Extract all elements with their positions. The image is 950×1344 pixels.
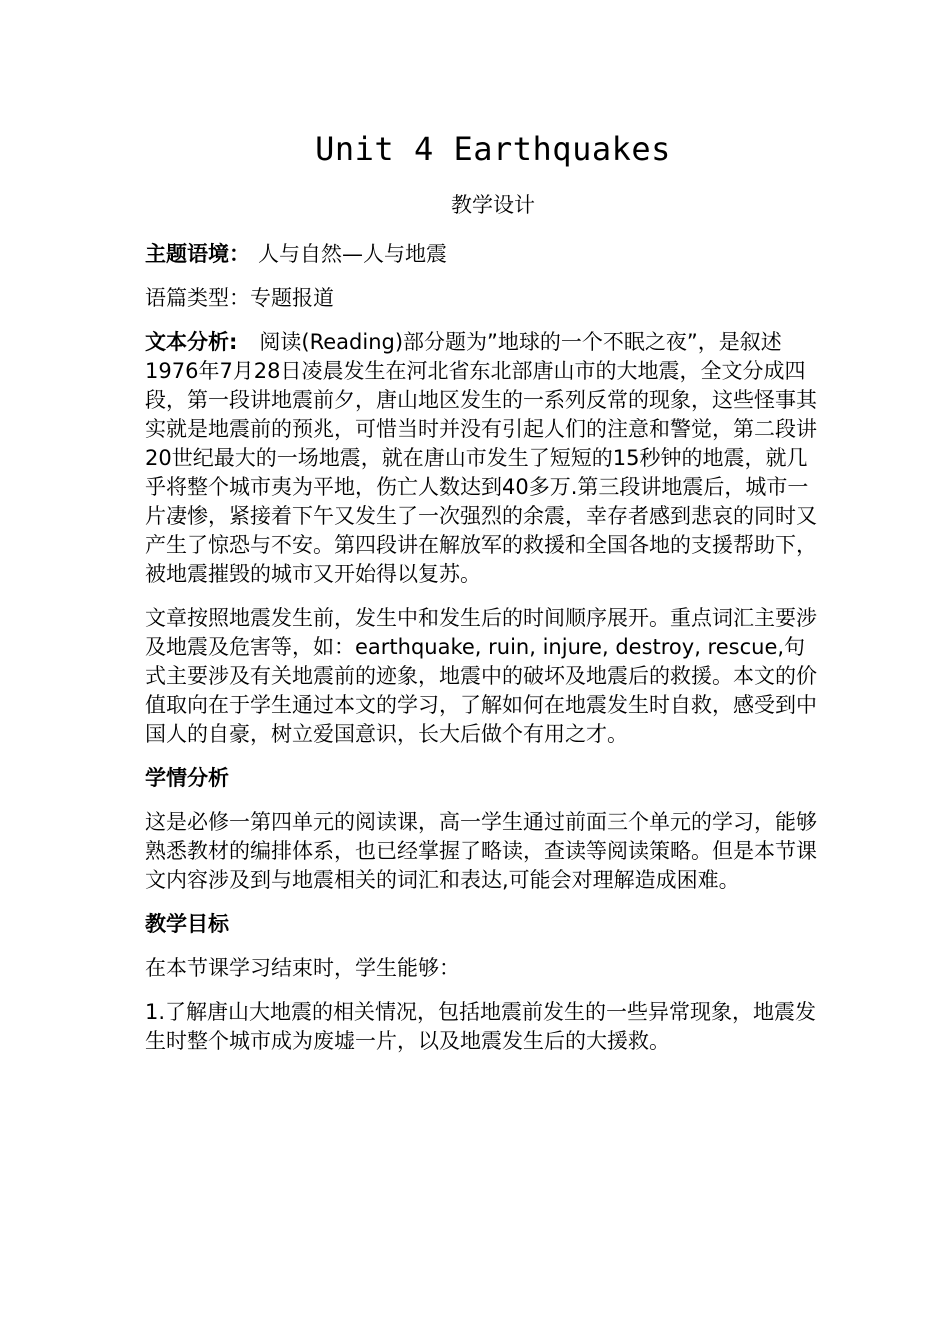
objectives-heading: 教学目标 <box>145 912 229 936</box>
document-body <box>145 240 825 1071</box>
genre-line <box>145 284 825 313</box>
text-analysis-text: 阅读(Reading)部分题为”地球的一个不眠之夜”，是叙述1976年7月28日凌晨发生在河北省东北部唐山市的大地震，全文分成四段，第一段讲地震前夕，唐山地区发生的一系列反常的现象，这些怪事其实就是地震前的预兆，可惜当时并没有引起人们的注意和警觉，第二段讲20世纪最大的一场地震，就在唐山市发生了短短的15秒钟的地震，就几乎将整个城市夷为平地，伤亡人数达到40多万.第三段讲地震后，城市一片凄惨，紧接着下午又发生了一次强烈的余震，幸存者感到悲哀的同时又产生了惊恐与不安。第四段讲在解放军的救援和全国各地的支援帮助下，被地震摧毁的城市又开始得以复苏。 <box>145 330 817 586</box>
text-analysis-paragraph <box>145 328 825 589</box>
objective-item-1: 1.了解唐山大地震的相关情况，包括地震前发生的一些异常现象，地震发生时整个城市成为废墟一片，以及地震发生后的大援救。 <box>145 1000 817 1053</box>
genre-value: 专题报道 <box>250 286 334 310</box>
learner-analysis-heading: 学情分析 <box>145 766 229 790</box>
learner-analysis-text: 这是必修一第四单元的阅读课，高一学生通过前面三个单元的学习，能够熟悉教材的编排体系，也已经掌握了略读，查读等阅读策略。但是本节课文内容涉及到与地震相关的词汇和表达,可能会对理解造成困难。 <box>145 810 817 892</box>
theme-label: 主题语境： <box>145 242 250 266</box>
theme-line <box>145 240 825 269</box>
text-analysis-label: 文本分析: <box>145 330 238 354</box>
document-subtitle: 教学设计 <box>451 193 535 217</box>
genre-label: 语篇类型： <box>145 286 250 310</box>
objectives-intro: 在本节课学习结束时，学生能够： <box>145 956 460 980</box>
document-title: Unit 4 Earthquakes <box>315 130 671 168</box>
text-analysis-paragraph-2: 文章按照地震发生前，发生中和发生后的时间顺序展开。重点词汇主要涉及地震及危害等，如：earthquake, ruin, injure, destroy, rescue,句式主要涉及有关地震前的迹象，地震中的破坏及地震后的救援。本文的价值取向在于学生通过本文的学习，了解如何在地震发生时自救，感受到中国人的自豪，树立爱国意识，长大后做个有用之才。 <box>145 606 817 746</box>
theme-value: 人与自然—人与地震 <box>258 242 447 266</box>
